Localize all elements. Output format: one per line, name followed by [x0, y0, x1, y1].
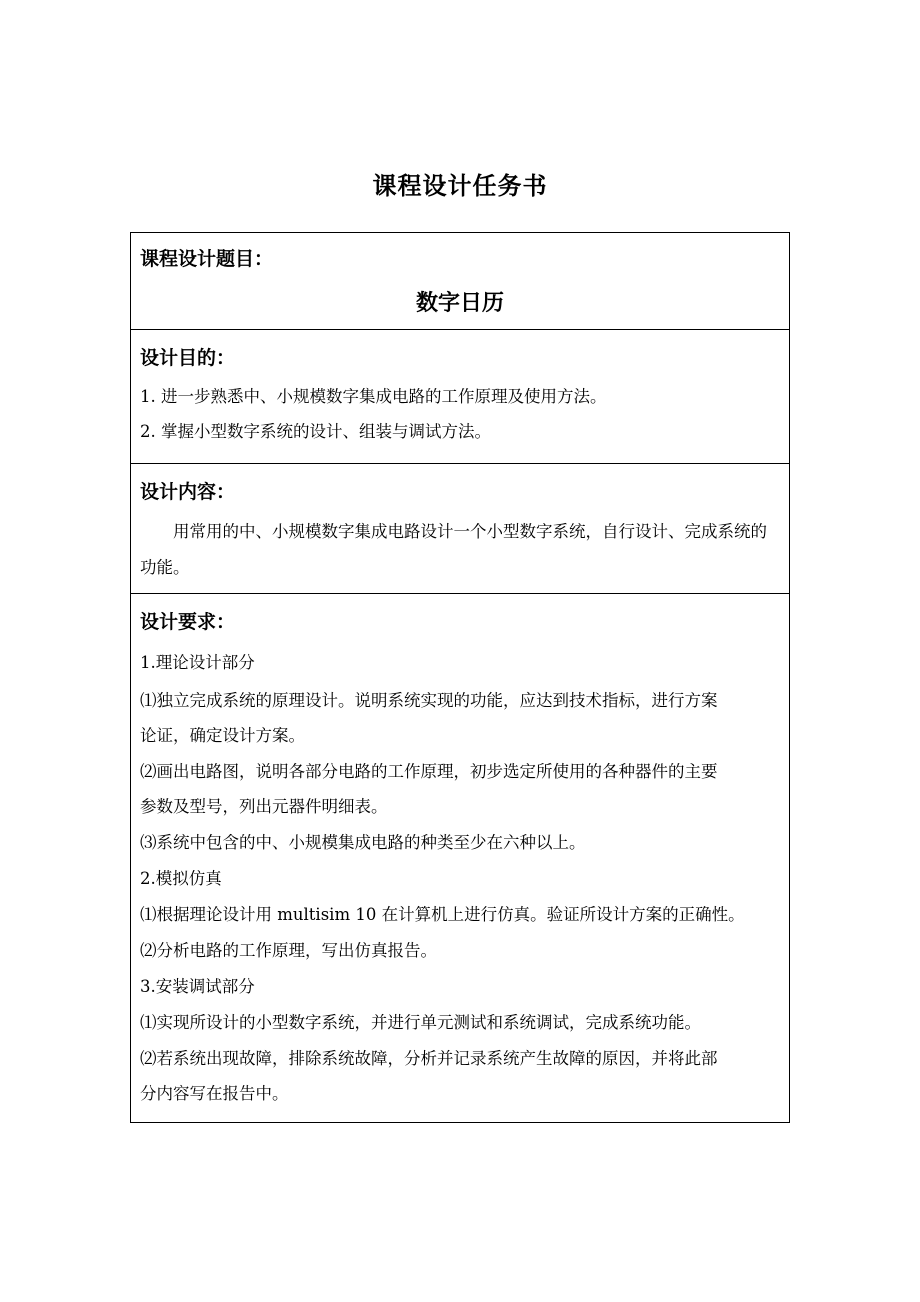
requirements-line: ⑵画出电路图，说明各部分电路的工作原理，初步选定所使用的各种器件的主要: [140, 762, 718, 781]
requirements-line: ⑶系统中包含的中、小规模集成电路的种类至少在六种以上。: [140, 833, 586, 852]
document-title: 课程设计任务书: [372, 172, 548, 200]
topic-cell: [131, 233, 789, 329]
requirements-line: ⑴实现所设计的小型数字系统，并进行单元测试和系统调试，完成系统功能。: [140, 1013, 701, 1032]
purpose-cell: [131, 329, 789, 463]
requirements-line: ⑴根据理论设计用 multisim 10 在计算机上进行仿真。验证所设计方案的正确性。: [140, 905, 745, 924]
purpose-heading: 设计目的：: [140, 347, 236, 369]
requirements-line: ⑵分析电路的工作原理，写出仿真报告。: [140, 941, 437, 960]
requirements-line: 2.模拟仿真: [140, 869, 222, 888]
requirements-line: 论证，确定设计方案。: [140, 726, 305, 745]
requirements-line: 1.理论设计部分: [140, 653, 255, 672]
content-text: 用常用的中、小规模数字集成电路设计一个小型数字系统，自行设计、完成系统的功能。: [140, 522, 767, 577]
requirements-cell: [131, 593, 789, 1122]
requirements-line: ⑴独立完成系统的原理设计。说明系统实现的功能，应达到技术指标，进行方案: [140, 691, 718, 710]
requirements-line: ⑵若系统出现故障，排除系统故障，分析并记录系统产生故障的原因，并将此部: [140, 1049, 718, 1068]
purpose-item: 2. 掌握小型数字系统的设计、组装与调试方法。: [140, 422, 491, 441]
task-table: [130, 232, 790, 1123]
requirements-heading: 设计要求：: [140, 611, 236, 633]
requirements-line: 参数及型号，列出元器件明细表。: [140, 797, 388, 816]
requirements-line: 3.安装调试部分: [140, 977, 255, 996]
topic-heading: 课程设计题目：: [140, 248, 274, 270]
purpose-item: 1. 进一步熟悉中、小规模数字集成电路的工作原理及使用方法。: [140, 387, 607, 406]
content-cell: [131, 463, 789, 593]
content-heading: 设计内容：: [140, 481, 236, 503]
topic-value: 数字日历: [415, 291, 504, 316]
requirements-line: 分内容写在报告中。: [140, 1084, 289, 1103]
